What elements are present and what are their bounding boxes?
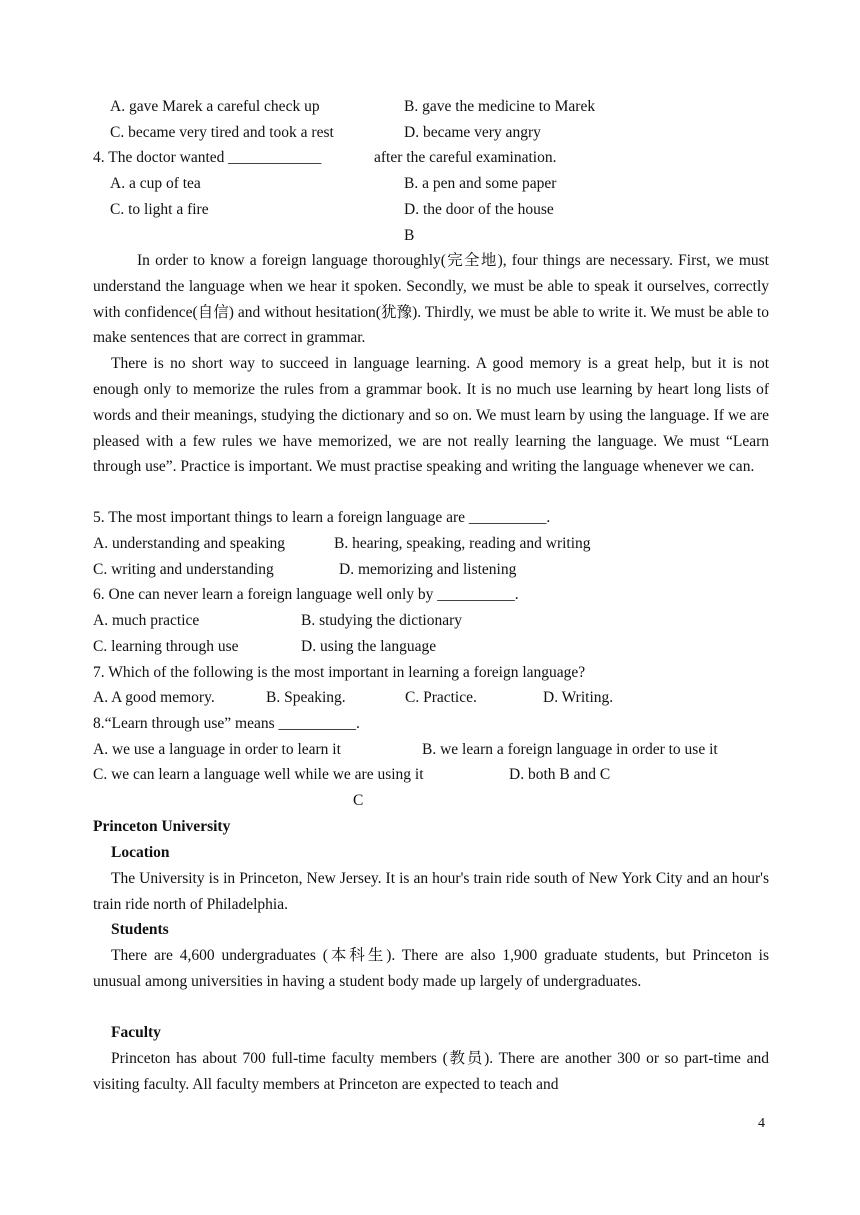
students-heading: Students — [111, 921, 169, 938]
q4-question-start: 4. The doctor wanted ____________ — [93, 149, 322, 166]
location-paragraph — [93, 866, 769, 918]
location-heading: Location — [111, 844, 170, 861]
q3-option-c: C. became very tired and took a rest — [110, 124, 334, 141]
q8-option-c: C. we can learn a language well while we are using it — [93, 766, 424, 783]
section-c-title: Princeton University — [93, 818, 231, 835]
page-number: 4 — [758, 1116, 765, 1131]
q7-option-b: B. Speaking. — [266, 689, 346, 706]
q5-question: 5. The most important things to learn a foreign language are __________. — [93, 509, 551, 526]
q8-option-d: D. both B and C — [509, 766, 611, 783]
q6-question: 6. One can never learn a foreign language well only by __________. — [93, 586, 519, 603]
q4-question-end: after the careful examination. — [374, 149, 557, 166]
q7-option-d: D. Writing. — [543, 689, 614, 706]
section-b-passage — [93, 248, 769, 480]
q5-option-c: C. writing and understanding — [93, 561, 274, 578]
q7-option-a: A. A good memory. — [93, 689, 215, 706]
section-b-label: B — [404, 227, 415, 244]
q8-option-a: A. we use a language in order to learn it — [93, 741, 341, 758]
q8-option-b: B. we learn a foreign language in order to use it — [422, 741, 718, 758]
q3-option-a: A. gave Marek a careful check up — [110, 98, 320, 115]
location-text: The University is in Princeton, New Jersey. It is an hour's train ride south of New York City and an hour's train ride north of Philadelphia. — [93, 870, 769, 913]
q3-option-d: D. became very angry — [404, 124, 541, 141]
q6-option-d: D. using the language — [301, 638, 437, 655]
q5-option-d: D. memorizing and listening — [339, 561, 517, 578]
q4-option-c: C. to light a fire — [110, 201, 209, 218]
q5-option-b: B. hearing, speaking, reading and writing — [334, 535, 591, 552]
q4-option-d: D. the door of the house — [404, 201, 554, 218]
students-paragraph — [93, 943, 769, 995]
faculty-text: Princeton has about 700 full-time faculty members (教员). There are another 300 or so part-time and visiting faculty. All faculty members at Princeton are expected to teach and — [93, 1050, 769, 1093]
q6-option-c: C. learning through use — [93, 638, 239, 655]
section-b-paragraph-2: There is no short way to succeed in language learning. A good memory is a great help, but it is not enough only to memorize the rules from a grammar book. It is no much use learning by heart long lists of words and their meanings, studying the dictionary and so on. We must learn by using the language. If we are pleased with a few rules we have memorized, we are not really learning the language. We must “Learn through use”. Practice is important. We must practise speaking and writing the language whenever we can. — [93, 355, 769, 476]
q4-option-b: B. a pen and some paper — [404, 175, 557, 192]
q8-question: 8.“Learn through use” means __________. — [93, 715, 360, 732]
q6-option-b: B. studying the dictionary — [301, 612, 463, 629]
q6-option-a: A. much practice — [93, 612, 200, 629]
q7-question: 7. Which of the following is the most important in learning a foreign language? — [93, 664, 586, 681]
q7-option-c: C. Practice. — [405, 689, 477, 706]
q5-option-a: A. understanding and speaking — [93, 535, 285, 552]
faculty-paragraph — [93, 1046, 769, 1098]
students-text: There are 4,600 undergraduates (本科生). There are also 1,900 graduate students, but Princeton is unusual among universities in having a student body made up largely of undergraduates. — [93, 947, 769, 990]
q4-option-a: A. a cup of tea — [110, 175, 201, 192]
q3-option-b: B. gave the medicine to Marek — [404, 98, 596, 115]
faculty-heading: Faculty — [111, 1024, 161, 1041]
section-b-paragraph-1: In order to know a foreign language thoroughly(完全地), four things are necessary. First, we must understand the language when we hear it spoken. Secondly, we must be able to speak it ourselves, correctly with confidence(自信) and without hesitation(犹豫). Thirdly, we must be able to write it. We must be able to make sentences that are correct in grammar. — [93, 252, 769, 347]
section-c-label: C — [353, 792, 364, 809]
